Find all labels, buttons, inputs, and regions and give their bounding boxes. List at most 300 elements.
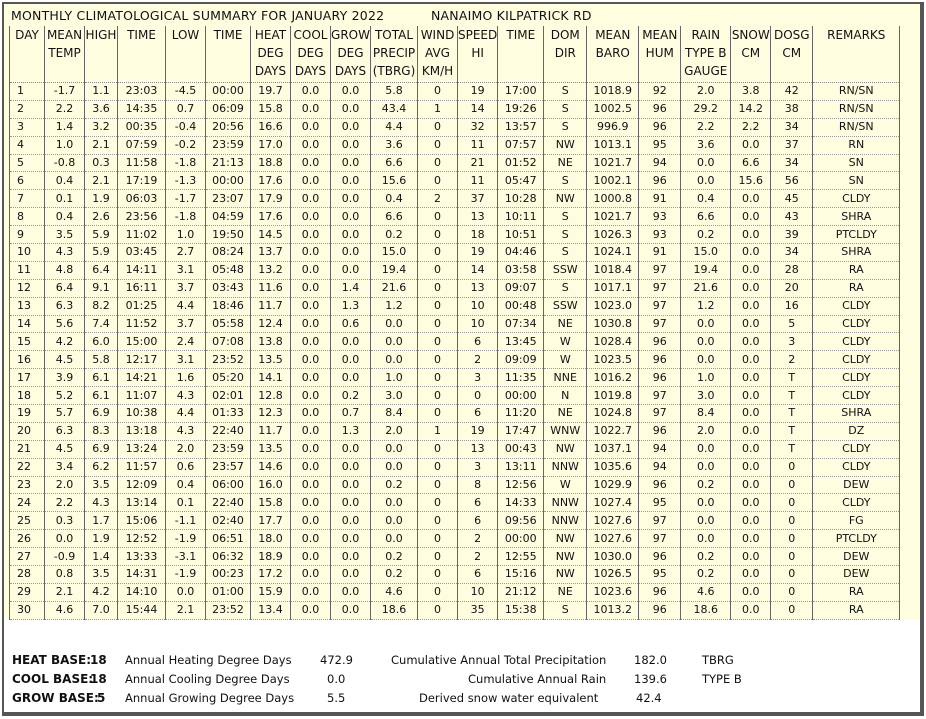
table-cell: 1027.6: [587, 530, 639, 548]
table-cell: 17:19: [118, 172, 166, 190]
table-cell: 17:00: [498, 83, 544, 101]
table-cell: 0: [418, 548, 458, 566]
column-header-line: HEAT: [254, 28, 287, 42]
cool-base-value: 18: [90, 672, 107, 686]
table-cell: 17.2: [251, 566, 291, 584]
report-frame: [2, 2, 924, 716]
table-cell: 10:38: [118, 405, 166, 423]
table-cell: 34: [771, 154, 813, 172]
table-cell: 2.6: [85, 208, 118, 226]
table-cell: 1: [10, 83, 45, 101]
table-cell: 16: [10, 351, 45, 369]
table-cell: 0.2: [681, 548, 731, 566]
table-cell: NNE: [544, 369, 587, 387]
table-cell: RA: [813, 601, 900, 619]
table-cell: 0.0: [291, 440, 331, 458]
table-cell: 96: [639, 172, 681, 190]
cum-rain-value: 139.6: [634, 672, 667, 686]
column-header-line: TIME: [213, 28, 243, 42]
column-header-line: DAYS: [294, 64, 327, 78]
table-cell: 97: [639, 297, 681, 315]
table-cell: 2.2: [731, 118, 771, 136]
table-cell: 15.6: [371, 172, 418, 190]
table-cell: 0.0: [331, 172, 371, 190]
column-header-line: TIME: [506, 28, 536, 42]
table-cell: SSW: [544, 297, 587, 315]
table-cell: 8.2: [85, 297, 118, 315]
table-cell: 13:33: [118, 548, 166, 566]
table-cell: 1027.4: [587, 494, 639, 512]
table-cell: -1.9: [166, 530, 206, 548]
column-header-line: GAUGE: [684, 64, 728, 78]
table-cell: 0.6: [331, 315, 371, 333]
table-cell: 0.0: [291, 172, 331, 190]
table-row: [10, 494, 900, 512]
table-cell: 11.7: [251, 422, 291, 440]
table-cell: 3.5: [45, 226, 85, 244]
table-cell: 11:52: [118, 315, 166, 333]
column-header: [813, 26, 900, 83]
table-row: [10, 405, 900, 423]
table-cell: NNW: [544, 458, 587, 476]
table-cell: 92: [639, 83, 681, 101]
table-cell: 0.0: [331, 458, 371, 476]
table-cell: 94: [639, 458, 681, 476]
column-header: [544, 26, 587, 83]
table-cell: 6: [458, 566, 498, 584]
table-cell: 2.1: [45, 583, 85, 601]
table-cell: 2.1: [85, 136, 118, 154]
column-header-line: COOL: [293, 28, 328, 42]
table-cell: 3.0: [681, 387, 731, 405]
table-cell: 0.2: [371, 548, 418, 566]
table-cell: 97: [639, 279, 681, 297]
table-cell: RA: [813, 279, 900, 297]
table-cell: 11:20: [498, 405, 544, 423]
table-cell: 6: [458, 494, 498, 512]
table-cell: 23:07: [206, 190, 251, 208]
table-row: [10, 422, 900, 440]
table-cell: 6.3: [45, 297, 85, 315]
column-header-line: RAIN: [691, 28, 721, 42]
table-cell: 2.2: [45, 100, 85, 118]
table-cell: 25: [10, 512, 45, 530]
table-cell: 3.4: [45, 458, 85, 476]
table-cell: 0.4: [45, 208, 85, 226]
table-cell: W: [544, 333, 587, 351]
table-cell: 1016.2: [587, 369, 639, 387]
table-cell: 0.0: [681, 172, 731, 190]
table-cell: 0.0: [331, 530, 371, 548]
table-cell: 0.0: [731, 297, 771, 315]
table-cell: 0: [418, 405, 458, 423]
table-cell: 14:21: [118, 369, 166, 387]
annual-heating-value: 472.9: [320, 653, 353, 667]
table-cell: 0.0: [331, 83, 371, 101]
table-cell: 7.4: [85, 315, 118, 333]
table-cell: 1.4: [331, 279, 371, 297]
column-header-line: HUM: [645, 46, 674, 60]
table-cell: 0.0: [291, 583, 331, 601]
table-cell: 0.0: [331, 583, 371, 601]
table-cell: 0.0: [681, 440, 731, 458]
table-cell: 5.6: [45, 315, 85, 333]
table-cell: 15:06: [118, 512, 166, 530]
table-cell: 2: [10, 100, 45, 118]
table-cell: 0.0: [371, 458, 418, 476]
table-cell: 0.0: [291, 494, 331, 512]
table-cell: DEW: [813, 476, 900, 494]
table-cell: 1.3: [331, 297, 371, 315]
heat-base-value: 18: [90, 653, 107, 667]
table-cell: 0.0: [291, 208, 331, 226]
table-cell: 9.1: [85, 279, 118, 297]
table-cell: 6.3: [45, 422, 85, 440]
table-cell: 21.6: [371, 279, 418, 297]
table-cell: 4.8: [45, 261, 85, 279]
table-cell: SHRA: [813, 405, 900, 423]
table-cell: 04:46: [498, 244, 544, 262]
table-cell: 1.4: [85, 548, 118, 566]
table-row: [10, 279, 900, 297]
table-cell: 0: [418, 136, 458, 154]
table-row: [10, 387, 900, 405]
table-cell: SN: [813, 154, 900, 172]
table-cell: 0: [418, 351, 458, 369]
table-cell: 0: [418, 83, 458, 101]
table-cell: 43: [771, 208, 813, 226]
table-cell: 26: [10, 530, 45, 548]
table-cell: 3.7: [166, 315, 206, 333]
table-cell: 1024.1: [587, 244, 639, 262]
table-cell: 0.0: [331, 154, 371, 172]
table-cell: 2.4: [166, 333, 206, 351]
table-cell: 12.3: [251, 405, 291, 423]
table-cell: 13.5: [251, 351, 291, 369]
table-cell: 14:33: [498, 494, 544, 512]
table-cell: 1.0: [371, 369, 418, 387]
column-header-line: (TBRG): [372, 64, 416, 78]
table-cell: 6.6: [371, 154, 418, 172]
table-cell: 0.4: [371, 190, 418, 208]
table-cell: 8.3: [85, 422, 118, 440]
table-cell: 13.7: [251, 244, 291, 262]
table-cell: 0.0: [291, 279, 331, 297]
table-cell: 20: [771, 279, 813, 297]
table-cell: 3: [10, 118, 45, 136]
table-cell: 0.0: [681, 315, 731, 333]
table-cell: NW: [544, 190, 587, 208]
table-cell: 13:57: [498, 118, 544, 136]
column-header: [166, 26, 206, 83]
table-cell: 0.0: [731, 136, 771, 154]
table-cell: FG: [813, 512, 900, 530]
column-header-line: MEAN: [642, 28, 678, 42]
column-header: [206, 26, 251, 83]
table-cell: 39: [771, 226, 813, 244]
table-cell: 6: [458, 512, 498, 530]
table-cell: 0: [771, 548, 813, 566]
cum-precip-unit: TBRG: [702, 653, 734, 667]
table-cell: 00:00: [206, 83, 251, 101]
table-cell: CLDY: [813, 297, 900, 315]
table-cell: 0.0: [731, 548, 771, 566]
table-cell: 6.0: [85, 333, 118, 351]
table-cell: 0.0: [731, 351, 771, 369]
table-cell: 4.3: [166, 422, 206, 440]
table-cell: 19.4: [371, 261, 418, 279]
column-header-line: DOM: [550, 28, 580, 42]
table-cell: SHRA: [813, 244, 900, 262]
table-cell: 21.6: [681, 279, 731, 297]
table-cell: -0.9: [45, 548, 85, 566]
table-cell: 0.0: [371, 530, 418, 548]
table-cell: 23:56: [118, 208, 166, 226]
table-cell: 4.5: [45, 440, 85, 458]
table-cell: -1.9: [166, 566, 206, 584]
table-cell: 97: [639, 261, 681, 279]
table-cell: 0.0: [331, 566, 371, 584]
table-cell: 10: [10, 244, 45, 262]
table-cell: 0.0: [371, 494, 418, 512]
table-cell: 13:45: [498, 333, 544, 351]
table-cell: NE: [544, 315, 587, 333]
table-cell: NNW: [544, 512, 587, 530]
table-cell: CLDY: [813, 440, 900, 458]
table-cell: 0: [418, 387, 458, 405]
table-cell: 00:48: [498, 297, 544, 315]
table-cell: 2.2: [45, 494, 85, 512]
table-cell: 9: [10, 226, 45, 244]
cum-precip-label: Cumulative Annual Total Precipitation: [391, 653, 607, 667]
table-cell: 34: [771, 244, 813, 262]
table-cell: -4.5: [166, 83, 206, 101]
table-cell: 3.8: [731, 83, 771, 101]
table-row: [10, 154, 900, 172]
table-cell: 12:17: [118, 351, 166, 369]
table-cell: 96: [639, 100, 681, 118]
table-cell: RN: [813, 136, 900, 154]
table-cell: 0.0: [731, 512, 771, 530]
table-cell: 20: [10, 422, 45, 440]
table-row: [10, 548, 900, 566]
table-cell: 43.4: [371, 100, 418, 118]
table-cell: 02:01: [206, 387, 251, 405]
table-cell: 10: [458, 297, 498, 315]
table-cell: NE: [544, 405, 587, 423]
table-cell: 1: [418, 422, 458, 440]
table-cell: 96: [639, 583, 681, 601]
table-cell: 10: [458, 315, 498, 333]
table-cell: 1.4: [45, 118, 85, 136]
column-header: [731, 26, 771, 83]
table-cell: 96: [639, 351, 681, 369]
column-header: [371, 26, 418, 83]
table-cell: 09:07: [498, 279, 544, 297]
annual-cooling-label: Annual Cooling Degree Days: [125, 672, 290, 686]
table-cell: 0.0: [731, 226, 771, 244]
table-cell: 11:58: [118, 154, 166, 172]
table-cell: 0.0: [681, 154, 731, 172]
table-cell: 6.4: [45, 279, 85, 297]
table-cell: 13.4: [251, 601, 291, 619]
table-cell: 15.8: [251, 494, 291, 512]
table-cell: 15.9: [251, 583, 291, 601]
column-header: [681, 26, 731, 83]
table-cell: 0.8: [45, 566, 85, 584]
table-cell: 16.0: [251, 476, 291, 494]
table-cell: 2.0: [681, 422, 731, 440]
table-cell: 14: [458, 100, 498, 118]
table-cell: 30: [10, 601, 45, 619]
column-header-line: DAY: [15, 28, 39, 42]
table-cell: 14:10: [118, 583, 166, 601]
column-header-line: DEG: [337, 46, 364, 60]
table-cell: 0.0: [291, 369, 331, 387]
table-row: [10, 566, 900, 584]
table-cell: 22: [10, 458, 45, 476]
table-cell: S: [544, 226, 587, 244]
table-cell: 0.0: [291, 315, 331, 333]
table-cell: 97: [639, 512, 681, 530]
table-cell: 04:59: [206, 208, 251, 226]
table-cell: 0: [418, 172, 458, 190]
table-cell: 13: [458, 279, 498, 297]
table-cell: 5.8: [371, 83, 418, 101]
table-cell: 15:16: [498, 566, 544, 584]
table-cell: 0.0: [291, 226, 331, 244]
table-cell: 0: [418, 244, 458, 262]
table-cell: 1026.5: [587, 566, 639, 584]
table-cell: 13:11: [498, 458, 544, 476]
table-row: [10, 261, 900, 279]
table-cell: 6.9: [85, 405, 118, 423]
table-cell: 10:51: [498, 226, 544, 244]
table-cell: T: [771, 369, 813, 387]
table-cell: 05:47: [498, 172, 544, 190]
table-cell: 0: [418, 440, 458, 458]
table-cell: 95: [639, 494, 681, 512]
table-cell: 14.6: [251, 458, 291, 476]
table-cell: 2.0: [371, 422, 418, 440]
table-cell: 1029.9: [587, 476, 639, 494]
cum-precip-value: 182.0: [634, 653, 667, 667]
table-cell: 1.3: [331, 422, 371, 440]
table-cell: 21:13: [206, 154, 251, 172]
table-cell: 13:14: [118, 494, 166, 512]
column-header: [85, 26, 118, 83]
table-cell: 0.0: [291, 405, 331, 423]
table-cell: 1013.1: [587, 136, 639, 154]
column-header-line: TEMP: [48, 46, 81, 60]
table-cell: 0.0: [681, 512, 731, 530]
column-header-line: LOW: [171, 28, 200, 42]
table-cell: DEW: [813, 566, 900, 584]
table-row: [10, 190, 900, 208]
table-cell: 0: [771, 494, 813, 512]
table-cell: 2.0: [166, 440, 206, 458]
table-cell: 01:33: [206, 405, 251, 423]
table-cell: 29: [10, 583, 45, 601]
table-cell: 0.0: [291, 601, 331, 619]
table-cell: 0.0: [331, 261, 371, 279]
station-name: NANAIMO KILPATRICK RD: [431, 8, 592, 23]
table-cell: 4.3: [85, 494, 118, 512]
table-cell: 0.0: [681, 351, 731, 369]
table-cell: NW: [544, 530, 587, 548]
table-cell: -1.1: [166, 512, 206, 530]
table-cell: 00:00: [498, 530, 544, 548]
table-cell: WNW: [544, 422, 587, 440]
table-cell: 20:56: [206, 118, 251, 136]
table-cell: 0.0: [731, 315, 771, 333]
table-cell: -0.8: [45, 154, 85, 172]
column-header-line: AVG: [425, 46, 450, 60]
table-cell: 17.6: [251, 208, 291, 226]
table-cell: 18:46: [206, 297, 251, 315]
column-header-line: TOTAL: [374, 28, 414, 42]
column-header-line: HI: [471, 46, 484, 60]
table-row: [10, 244, 900, 262]
table-row: [10, 369, 900, 387]
table-cell: 0.0: [731, 583, 771, 601]
table-row: [10, 136, 900, 154]
table-cell: S: [544, 172, 587, 190]
table-cell: 96: [639, 333, 681, 351]
column-header-line: GROW: [331, 28, 370, 42]
table-cell: 0: [418, 583, 458, 601]
table-cell: 996.9: [587, 118, 639, 136]
table-cell: 11: [458, 136, 498, 154]
table-cell: CLDY: [813, 387, 900, 405]
report-title: MONTHLY CLIMATOLOGICAL SUMMARY FOR JANUARY 2022: [11, 8, 385, 23]
table-cell: 4.6: [681, 583, 731, 601]
table-cell: 12.8: [251, 387, 291, 405]
column-header: [291, 26, 331, 83]
table-cell: 0.0: [166, 583, 206, 601]
table-cell: 0.0: [291, 333, 331, 351]
table-cell: 0.0: [681, 333, 731, 351]
table-cell: 6.1: [85, 369, 118, 387]
table-cell: 34: [771, 118, 813, 136]
table-cell: 96: [639, 118, 681, 136]
table-cell: 00:23: [206, 566, 251, 584]
table-cell: 0: [458, 387, 498, 405]
table-cell: NNW: [544, 494, 587, 512]
table-cell: 2.2: [681, 118, 731, 136]
table-row: [10, 208, 900, 226]
table-row: [10, 583, 900, 601]
table-cell: 07:34: [498, 315, 544, 333]
table-cell: T: [771, 440, 813, 458]
table-cell: 11:35: [498, 369, 544, 387]
table-cell: 0.0: [291, 422, 331, 440]
table-cell: 0.0: [291, 100, 331, 118]
table-cell: CLDY: [813, 315, 900, 333]
column-header-line: MEAN: [595, 28, 631, 42]
table-cell: 1023.6: [587, 583, 639, 601]
table-row: [10, 118, 900, 136]
table-cell: 8: [10, 208, 45, 226]
table-cell: 6: [458, 405, 498, 423]
table-cell: 0.0: [731, 405, 771, 423]
table-cell: 1.2: [681, 297, 731, 315]
table-cell: 0.0: [331, 118, 371, 136]
table-cell: 96: [639, 476, 681, 494]
table-cell: 5.2: [45, 387, 85, 405]
column-header-line: CM: [741, 46, 761, 60]
table-cell: 00:00: [498, 387, 544, 405]
